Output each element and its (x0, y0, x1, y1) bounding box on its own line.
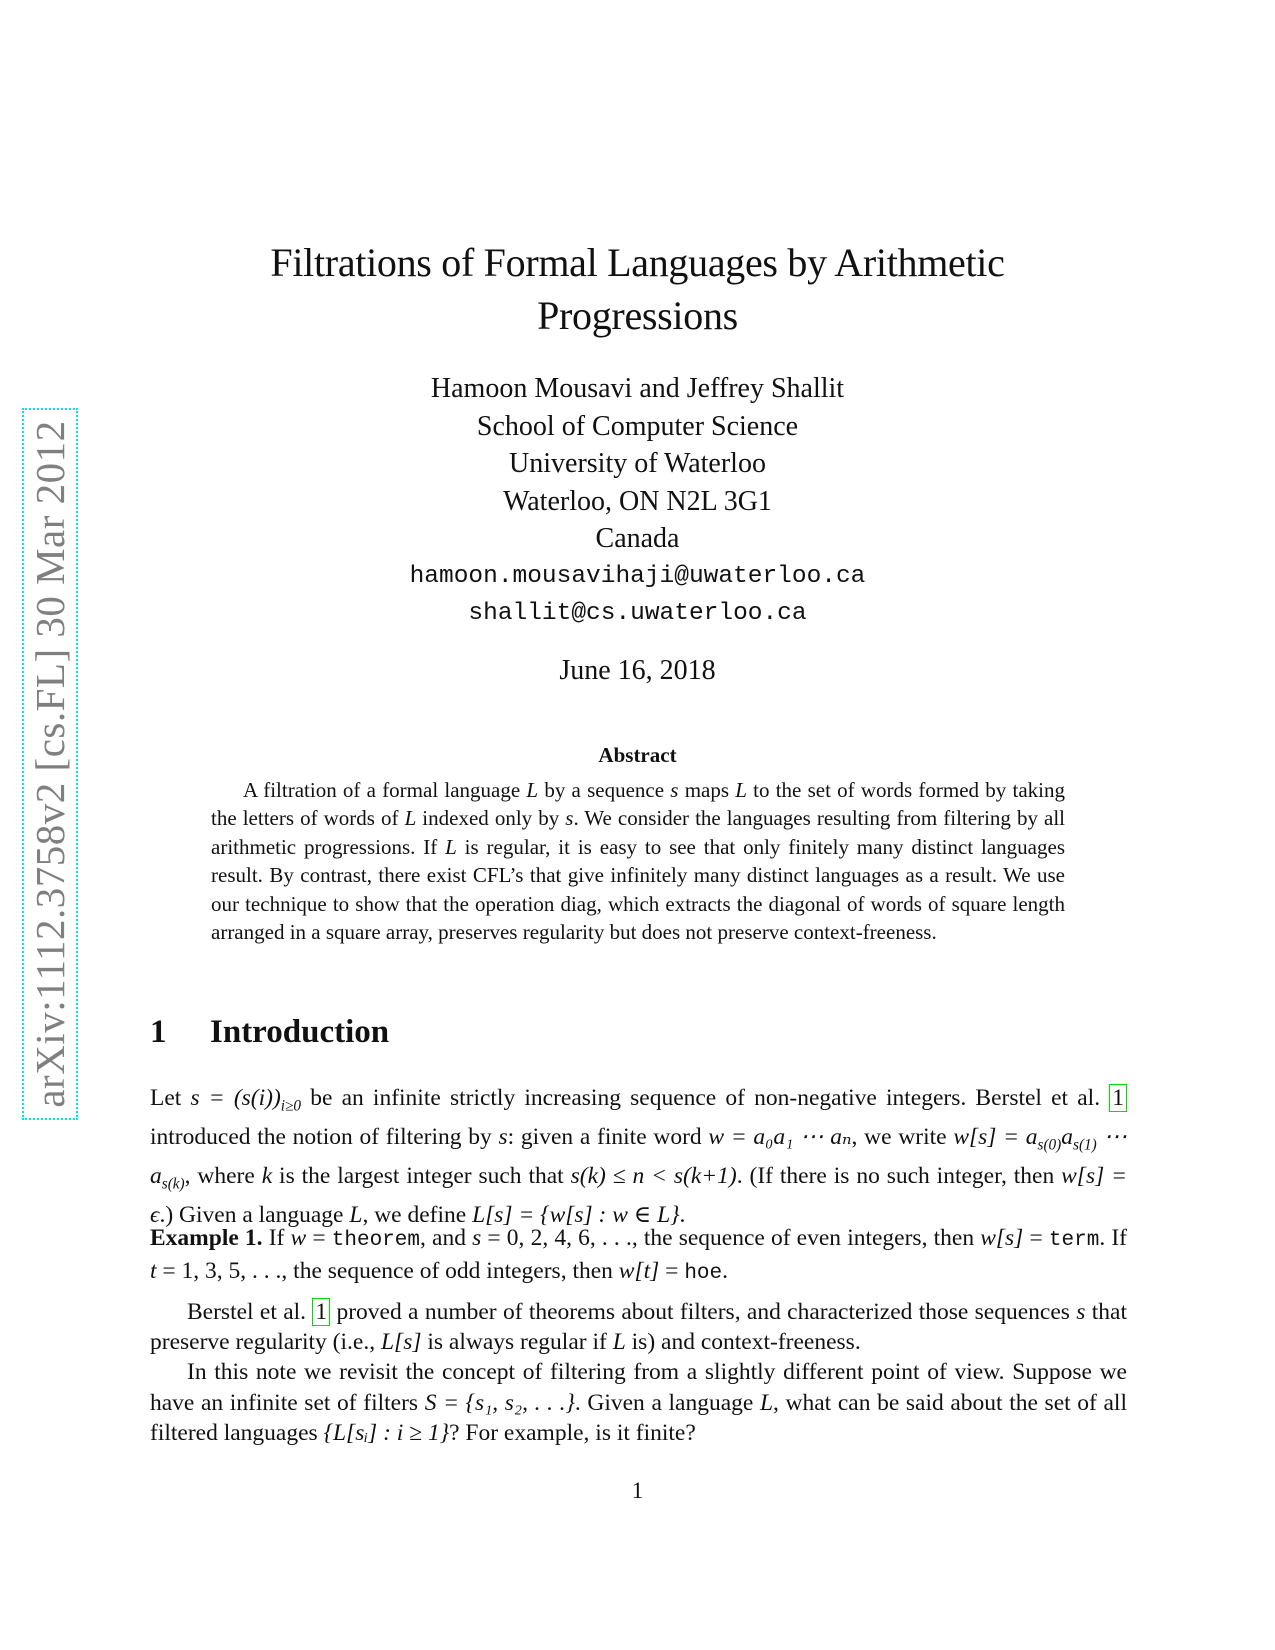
intro-paragraph-3 (150, 1357, 1127, 1448)
math: L (526, 778, 539, 802)
text: be an infinite strictly increasing sequence of non-negative integers. Berstel et al. (301, 1085, 1110, 1111)
math: S = {s₁, s₂, . . .} (424, 1389, 575, 1416)
math: L (735, 778, 747, 802)
intro-paragraph-2 (150, 1297, 1127, 1357)
math: L (404, 806, 417, 831)
math: s (1076, 1299, 1086, 1325)
text: Let (150, 1085, 191, 1111)
math: s (670, 778, 679, 802)
text: is regular, it is easy to see that only finitely many distinct languages result. By contrast, there exist CFL’s that give infinitely many distinct languages as a result. We use our technique to show that the operation diag, which extracts the diagonal of words of square length arranged in a square array, preserves regularity but does not preserve context-freeness. (211, 834, 1065, 945)
text: = 0, 2, 4, 6, . . ., the sequence of even integers, then (481, 1225, 981, 1251)
text: . Given a language (574, 1389, 760, 1416)
arxiv-stamp-text: arXiv:1112.3758v2 [cs.FL] 30 Mar 2012 (27, 420, 73, 1108)
math: w[s] (980, 1225, 1024, 1251)
text: = 1, 3, 5, . . ., the sequence of odd integers, then (156, 1258, 619, 1285)
author-block (0, 370, 1275, 632)
math: {L[sᵢ] : i ≥ 1} (323, 1419, 450, 1446)
abstract-body (211, 776, 1065, 946)
page-number: 1 (631, 1478, 644, 1503)
math: w = a₀a₁ ⋯ aₙ (708, 1123, 852, 1150)
math: L (612, 1329, 626, 1356)
example-label: Example 1. (150, 1225, 263, 1251)
paper-date: June 16, 2018 (559, 655, 716, 686)
section-title: Introduction (210, 1014, 390, 1050)
math: w[s] = a (953, 1123, 1038, 1150)
text: = (659, 1258, 685, 1285)
example-block (150, 1223, 1127, 1289)
math: w (290, 1225, 307, 1251)
text: that preserve regularity (i.e., (150, 1299, 1127, 1356)
code-word: hoe (684, 1262, 723, 1286)
math: L[s] (380, 1329, 422, 1356)
text: . We consider the languages resulting from filtering by all arithmetic progressions. If (211, 806, 1065, 859)
math: k (261, 1162, 273, 1189)
text: . (722, 1258, 728, 1285)
math: s (498, 1123, 508, 1150)
affiliation-line: School of Computer Science (476, 410, 799, 442)
intro-paragraph-1 (150, 1083, 1127, 1230)
author-email[interactable]: shallit@cs.uwaterloo.ca (468, 599, 807, 627)
math: w[t] (618, 1258, 660, 1285)
text: to the set of words formed by taking the letters of words of (211, 778, 1065, 831)
paper-title (0, 236, 1275, 342)
text: . If (1099, 1225, 1128, 1251)
text: , where (184, 1162, 262, 1189)
text: by a sequence (538, 778, 671, 802)
section-heading (150, 1014, 389, 1051)
code-word: theorem (331, 1229, 420, 1252)
affiliation-line: Canada (595, 523, 680, 554)
math: s(k) ≤ n < s(k+1) (570, 1162, 737, 1189)
math: s = (s(i)) (190, 1085, 281, 1111)
text: indexed only by (416, 806, 566, 831)
math: L (759, 1389, 774, 1416)
author-email[interactable]: hamoon.mousavihaji@uwaterloo.ca (409, 562, 866, 590)
math: L[s] = {w[s] : w ∈ L} (472, 1201, 680, 1228)
text: Berstel et al. (187, 1299, 313, 1325)
math: t (150, 1258, 157, 1285)
math: w[s] = ϵ (150, 1162, 1127, 1228)
text: , we define (362, 1201, 473, 1228)
text: If (262, 1225, 291, 1251)
text: , we write (851, 1123, 954, 1150)
math: s (472, 1225, 482, 1251)
math-subscript: s(0) (1037, 1136, 1062, 1154)
math-subscript: s(k) (161, 1175, 185, 1193)
text: = (306, 1225, 332, 1251)
author-names: Hamoon Mousavi and Jeffrey Shallit (430, 373, 845, 404)
text: proved a number of theorems about filters, and characterized those sequences (330, 1299, 1077, 1325)
text: is) and context-freeness. (625, 1329, 861, 1356)
abstract-heading: Abstract (598, 743, 677, 767)
title-line-2: Progressions (537, 293, 738, 338)
math: L (349, 1201, 363, 1228)
affiliation-line: Waterloo, ON N2L 3G1 (503, 485, 772, 517)
title-line-1: Filtrations of Formal Languages by Arithmetic (270, 240, 1005, 285)
math: ⋯ a (150, 1123, 1128, 1189)
affiliation-line: University of Waterloo (509, 448, 766, 479)
text: , what can be said about the set of all filtered languages (150, 1389, 1127, 1446)
text: = (1023, 1225, 1049, 1251)
text: . (If there is no such integer, then (736, 1162, 1062, 1189)
text: : given a finite word (507, 1123, 709, 1150)
text: , and (419, 1225, 473, 1251)
text: ? For example, is it finite? (449, 1419, 696, 1446)
citation-link[interactable]: 1 (312, 1298, 330, 1326)
text: In this note we revisit the concept of filtering from a slightly different point of view. Suppose we have an infinite set of filters (150, 1359, 1127, 1416)
text: . (679, 1201, 686, 1228)
citation-link[interactable]: 1 (1109, 1084, 1127, 1112)
math: L (445, 834, 457, 859)
math: s (565, 806, 574, 831)
math-subscript: s(1) (1073, 1136, 1097, 1154)
code-word: term (1048, 1229, 1100, 1252)
text: is the largest integer such that (272, 1162, 571, 1189)
intro-paragraphs-2-3 (150, 1297, 1127, 1448)
text: introduced the notion of filtering by (150, 1123, 499, 1150)
math-subscript: i≥0 (280, 1097, 302, 1115)
text: maps (678, 778, 736, 802)
math: a (1061, 1123, 1074, 1150)
text: .) Given a language (159, 1201, 350, 1228)
text: A filtration of a formal language (243, 778, 527, 802)
section-number: 1 (150, 1014, 167, 1050)
text: is always regular if (421, 1329, 613, 1356)
abstract-paragraph (211, 776, 1065, 946)
